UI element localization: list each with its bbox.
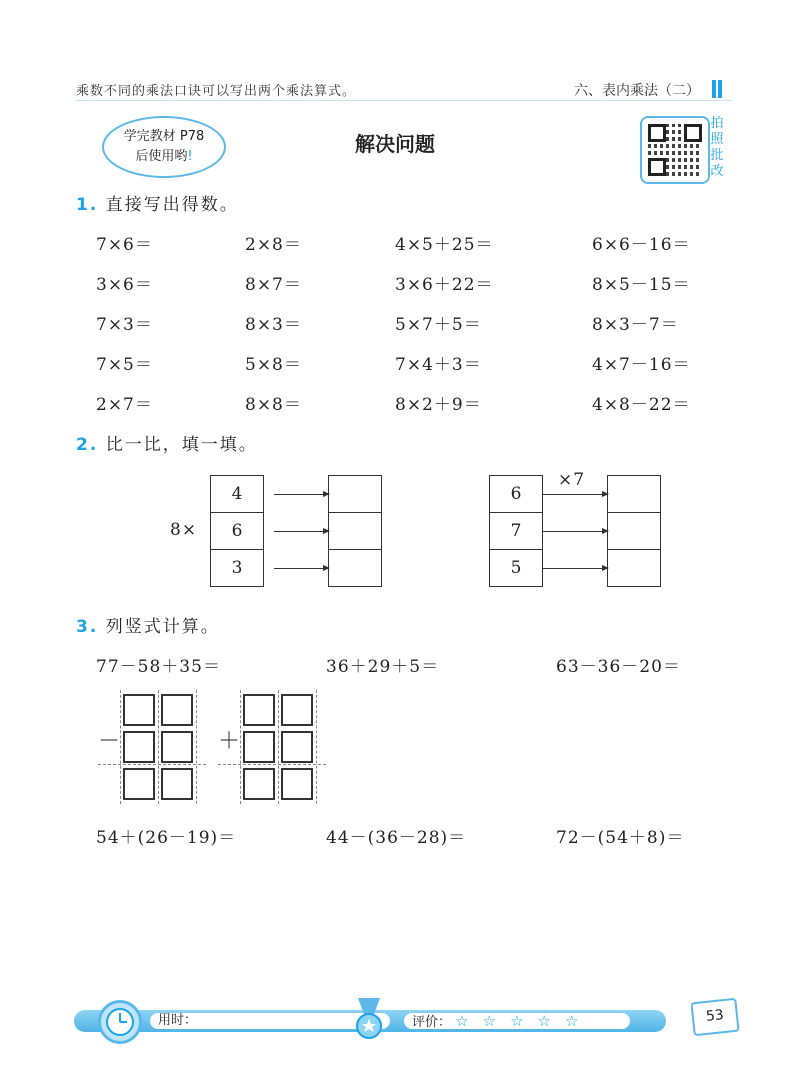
- arrow: [274, 494, 328, 495]
- answer-box[interactable]: [607, 549, 661, 587]
- problem: 77－58＋35＝: [96, 657, 221, 677]
- answer-box[interactable]: [328, 512, 382, 550]
- qr-finder: [648, 124, 666, 142]
- right-operator: ×7: [558, 470, 586, 490]
- left-value-cell: 6: [210, 512, 264, 550]
- problem: 2×8＝: [245, 235, 302, 255]
- digit-box[interactable]: [243, 731, 275, 763]
- problem: 7×5＝: [96, 355, 153, 375]
- problem: 5×8＝: [245, 355, 302, 375]
- problem: 54＋(26－19)＝: [96, 828, 237, 848]
- digit-box[interactable]: [243, 694, 275, 726]
- problem: 8×7＝: [245, 275, 302, 295]
- problem: 6×6－16＝: [592, 235, 691, 255]
- badge-line1: 学完教材 P78: [123, 129, 205, 144]
- qr-caption: 拍 照 批 改: [710, 116, 724, 179]
- section3-heading: 3. 列竖式计算。: [76, 617, 220, 637]
- arrow: [274, 568, 328, 569]
- problem: 3×6＝: [96, 275, 153, 295]
- problem: 4×8－22＝: [592, 395, 691, 415]
- arrow: [543, 494, 607, 495]
- digit-box[interactable]: [281, 768, 313, 800]
- arrow: [543, 531, 607, 532]
- left-value-cell: 4: [210, 475, 264, 513]
- guide-line: [316, 690, 317, 804]
- problem: 36＋29＋5＝: [326, 657, 440, 677]
- arrow: [543, 568, 607, 569]
- right-value-cell: 6: [489, 475, 543, 513]
- answer-box[interactable]: [328, 475, 382, 513]
- result-line: [218, 764, 326, 765]
- problem: 8×5－15＝: [592, 275, 691, 295]
- header-tip: 乘数不同的乘法口诀可以写出两个乘法算式。: [76, 84, 357, 99]
- chapter-marker: [712, 80, 732, 98]
- qr-code[interactable]: [640, 116, 710, 184]
- qr-finder: [648, 158, 666, 176]
- guide-line: [158, 690, 159, 804]
- badge-line2: 后使用哟!: [135, 149, 193, 164]
- star-icon[interactable]: ☆: [510, 1012, 524, 1030]
- right-value-cell: 7: [489, 512, 543, 550]
- star-icon[interactable]: ☆: [537, 1012, 551, 1030]
- digit-box[interactable]: [161, 694, 193, 726]
- problem: 44－(36－28)＝: [326, 828, 467, 848]
- problem: 8×3＝: [245, 315, 302, 335]
- time-field[interactable]: 用时：: [150, 1013, 390, 1029]
- chapter-title: 六、表内乘法（二）: [574, 83, 700, 99]
- problem: 8×3－7＝: [592, 315, 679, 335]
- digit-box[interactable]: [123, 731, 155, 763]
- problem: 7×4＋3＝: [395, 355, 482, 375]
- problem: 7×3＝: [96, 315, 153, 335]
- alarm-clock-icon: [98, 1000, 142, 1044]
- arrow: [274, 531, 328, 532]
- guide-line: [196, 690, 197, 804]
- section1-heading: 1. 直接写出得数。: [76, 195, 239, 215]
- digit-box[interactable]: [161, 768, 193, 800]
- star-icon[interactable]: ☆: [455, 1012, 469, 1030]
- problem: 63－36－20＝: [556, 657, 681, 677]
- answer-box[interactable]: [607, 475, 661, 513]
- digit-box[interactable]: [123, 694, 155, 726]
- star-icon[interactable]: ☆: [564, 1012, 579, 1030]
- result-line: [98, 764, 206, 765]
- answer-box[interactable]: [607, 512, 661, 550]
- problem: 8×8＝: [245, 395, 302, 415]
- problem: 4×7－16＝: [592, 355, 691, 375]
- problem: 3×6＋22＝: [395, 275, 494, 295]
- page-number: 53: [690, 998, 739, 1037]
- header-divider: [76, 100, 732, 101]
- problem: 7×6＝: [96, 235, 153, 255]
- digit-box[interactable]: [281, 731, 313, 763]
- digit-box[interactable]: [243, 768, 275, 800]
- problem: 4×5＋25＝: [395, 235, 494, 255]
- operator-sign: ＋: [218, 729, 242, 754]
- left-multiplier: 8×: [170, 520, 198, 540]
- left-value-cell: 3: [210, 549, 264, 587]
- digit-box[interactable]: [123, 768, 155, 800]
- problem: 2×7＝: [96, 395, 153, 415]
- problem: 8×2＋9＝: [395, 395, 482, 415]
- answer-box[interactable]: [328, 549, 382, 587]
- star-icon[interactable]: ☆: [482, 1012, 497, 1030]
- problem: 5×7＋5＝: [395, 315, 482, 335]
- operator-sign: －: [98, 729, 122, 754]
- right-value-cell: 5: [489, 549, 543, 587]
- digit-box[interactable]: [161, 731, 193, 763]
- medal-icon: [354, 998, 384, 1040]
- rating-field: 评价： ☆ ☆ ☆ ☆ ☆: [404, 1013, 630, 1029]
- page-title: 解决问题: [355, 132, 435, 156]
- digit-box[interactable]: [281, 694, 313, 726]
- guide-line: [278, 690, 279, 804]
- problem: 72－(54＋8)＝: [556, 828, 685, 848]
- qr-finder: [684, 124, 702, 142]
- section2-heading: 2. 比一比，填一填。: [76, 435, 258, 455]
